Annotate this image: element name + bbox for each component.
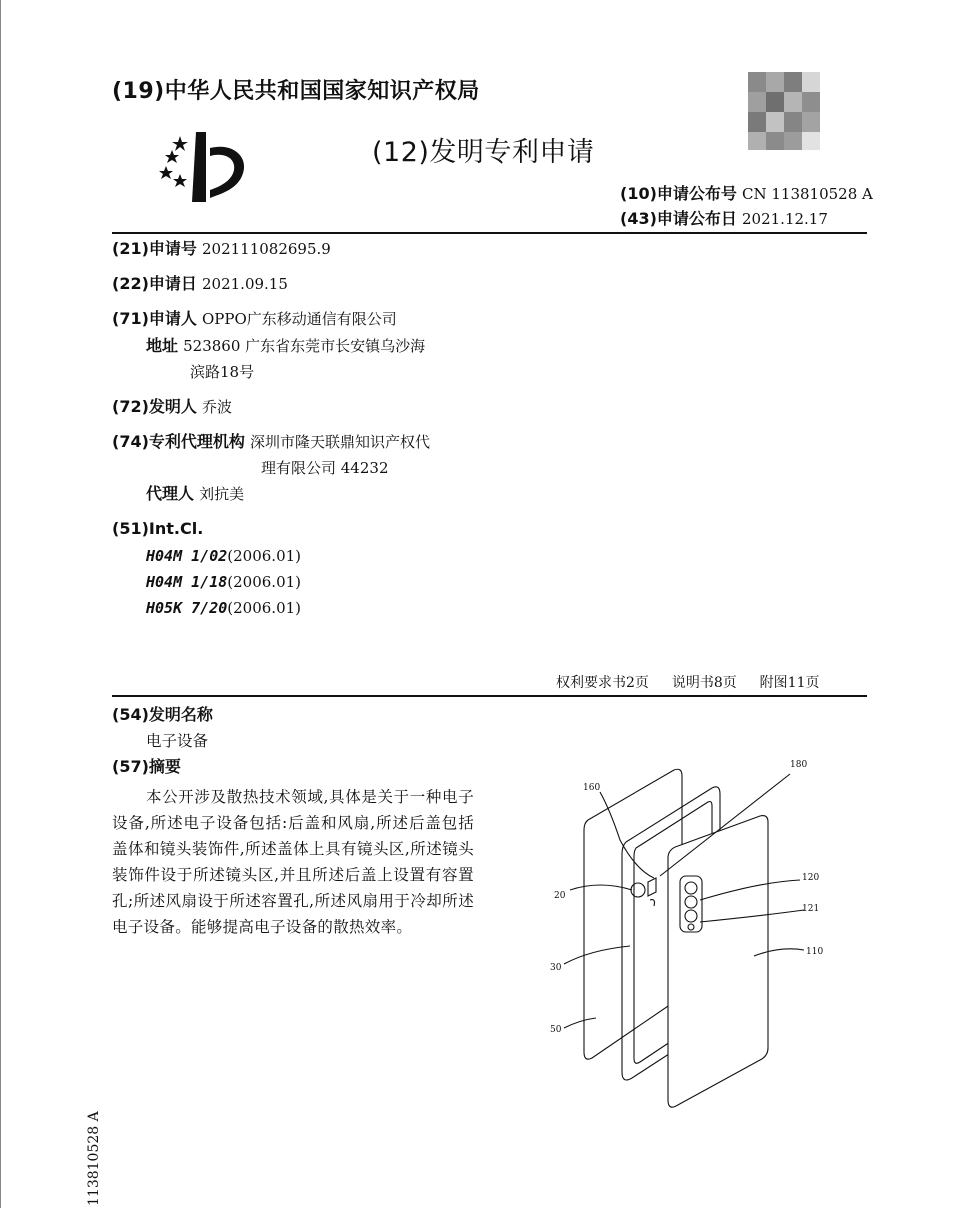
drawings-pages: 附图11页 xyxy=(759,675,820,691)
header-divider xyxy=(112,232,867,234)
application-number-label: (21)申请号 xyxy=(112,239,197,258)
ipc-row xyxy=(146,546,301,566)
fan-hook xyxy=(650,900,655,906)
fan-hole xyxy=(648,878,656,896)
inventor-label: (72)发明人 xyxy=(112,397,197,416)
publication-number-label: (10)申请公布号 xyxy=(620,184,737,203)
side-publication-number: 113810528 A xyxy=(86,1111,102,1206)
application-date: 2021.09.15 xyxy=(202,275,288,293)
ipc-code: H05K 7/20 xyxy=(146,599,228,617)
leader-160 xyxy=(600,792,654,878)
intcl-label xyxy=(112,519,203,539)
agency-row xyxy=(112,432,430,452)
publication-number-row xyxy=(620,184,873,204)
applicant: OPPO广东移动通信有限公司 xyxy=(202,310,397,328)
agent-label: 代理人 xyxy=(146,484,195,503)
agent-row xyxy=(146,484,244,504)
ipc-row xyxy=(146,598,301,618)
application-date-label: (22)申请日 xyxy=(112,274,197,293)
application-number-row xyxy=(112,239,331,259)
inventor-row xyxy=(112,397,232,417)
label-50: 50 xyxy=(550,1025,562,1035)
invention-title: 电子设备 xyxy=(146,732,209,750)
rear-cover-shape xyxy=(668,816,768,1108)
cnipa-logo-icon xyxy=(156,128,252,206)
publication-date-row xyxy=(620,209,828,229)
back-plate-shape xyxy=(584,769,682,1059)
page-counts xyxy=(556,673,819,693)
address-line1: 523860 广东省东莞市长安镇乌沙海 xyxy=(183,337,426,355)
ipc-code: H04M 1/18 xyxy=(146,573,228,591)
claims-pages: 权利要求书2页 xyxy=(556,675,649,691)
agency-line1: 深圳市隆天联鼎知识产权代 xyxy=(250,433,431,451)
applicant-label: (71)申请人 xyxy=(112,309,197,328)
label-120: 120 xyxy=(802,873,820,883)
abstract-text: 本公开涉及散热技术领域,具体是关于一种电子设备,所述电子设备包括:后盖和风扇,所述后盖包括盖体和镜头装饰件,所述盖体上具有镜头区,所述镜头装饰件设于所述镜头区,并且所述后盖上设置有容置孔;所述风扇设于所述容置孔,所述风扇用于冷却所述电子设备。能够提高电子设备的散热效率。 xyxy=(112,788,474,936)
publication-number: CN 113810528 A xyxy=(742,185,873,203)
label-160: 160 xyxy=(583,783,601,793)
label-180: 180 xyxy=(790,760,808,770)
leader-20 xyxy=(570,885,632,890)
intcl-label-text: (51)Int.Cl. xyxy=(112,519,204,538)
leader-30 xyxy=(564,946,630,964)
ipc-code: H04M 1/02 xyxy=(146,547,228,565)
publication-date: 2021.12.17 xyxy=(742,210,828,228)
address-label: 地址 xyxy=(146,336,179,355)
document-type: (12)发明专利申请 xyxy=(372,137,595,168)
ipc-row xyxy=(146,572,301,592)
label-20: 20 xyxy=(554,891,566,901)
ipc-year: (2006.01) xyxy=(227,573,302,591)
agent: 刘抗美 xyxy=(199,485,245,503)
leader-50 xyxy=(564,1018,596,1028)
ipc-year: (2006.01) xyxy=(227,547,302,565)
patent-figure xyxy=(540,750,840,1120)
address-line2: 滨路18号 xyxy=(190,363,255,381)
abstract-divider xyxy=(112,695,867,697)
label-121: 121 xyxy=(802,904,820,914)
ipc-year: (2006.01) xyxy=(227,599,302,617)
office-name: (19)中华人民共和国国家知识产权局 xyxy=(112,79,480,104)
label-30: 30 xyxy=(550,963,562,973)
application-number: 202111082695.9 xyxy=(202,240,331,258)
abstract-label: (57)摘要 xyxy=(112,757,181,776)
title-label: (54)发明名称 xyxy=(112,705,213,724)
address-row xyxy=(146,336,425,356)
page-left-edge xyxy=(0,0,1,1208)
applicant-row xyxy=(112,309,397,329)
agency-line2: 理有限公司 44232 xyxy=(261,459,389,477)
label-110: 110 xyxy=(806,947,824,957)
application-date-row xyxy=(112,274,288,294)
fan-circle xyxy=(631,883,645,897)
description-pages: 说明书8页 xyxy=(671,675,737,691)
publication-date-label: (43)申请公布日 xyxy=(620,209,737,228)
inventor: 乔波 xyxy=(202,398,233,416)
agency-label: (74)专利代理机构 xyxy=(112,432,245,451)
qr-code-blurred xyxy=(748,72,820,150)
